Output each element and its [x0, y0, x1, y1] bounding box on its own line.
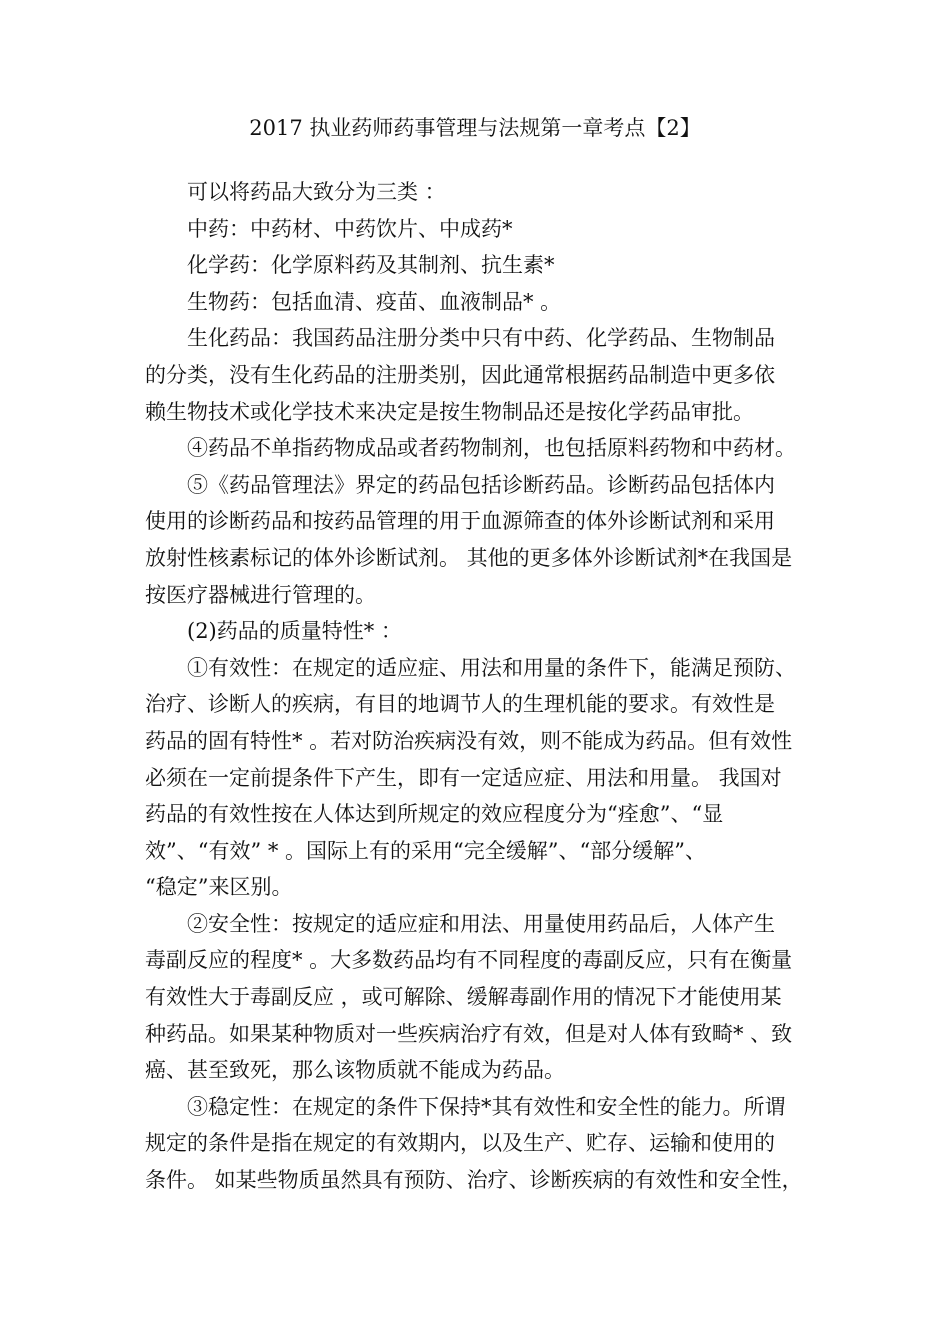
text-line: ②安全性：按规定的适应症和用法、用量使用药品后，人体产生: [187, 911, 775, 936]
text-line: 种药品。如果某种物质对一些疾病治疗有效，但是对人体有致畸* 、致: [145, 1021, 793, 1046]
text-line: 赖生物技术或化学技术来决定是按生物制品还是按化学药品审批。: [145, 399, 754, 424]
text-line: ①有效性：在规定的适应症、用法和用量的条件下，能满足预防、: [187, 655, 796, 680]
text-line: 效”、“有效” * 。国际上有的采用“完全缓解”、“部分缓解”、: [145, 838, 706, 863]
text-line: 必须在一定前提条件下产生，即有一定适应症、用法和用量。 我国对: [145, 765, 782, 790]
text-line: 使用的诊断药品和按药品管理的用于血源筛查的体外诊断试剂和采用: [145, 509, 775, 534]
text-line: 可以将药品大致分为三类 ：: [187, 180, 446, 204]
text-line: 放射性核素标记的体外诊断试剂。 其他的更多体外诊断试剂*在我国是: [145, 545, 793, 570]
text-line: 生化药品：我国药品注册分类中只有中药、化学药品、生物制品: [187, 326, 775, 351]
text-line: 条件。 如某些物质虽然具有预防、治疗、诊断疾病的有效性和安全性，: [145, 1168, 803, 1193]
text-line: 癌、甚至致死，那么该物质就不能成为药品。: [145, 1058, 565, 1083]
text-line: “稳定”来区别。: [145, 875, 293, 900]
page-title: 2017 执业药师药事管理与法规第一章考点【2】: [249, 116, 701, 140]
text-line: 化学药：化学原料药及其制剂、抗生素*: [187, 253, 555, 278]
text-line: 规定的条件是指在规定的有效期内，以及生产、贮存、运输和使用的: [145, 1131, 775, 1156]
section-heading: (2)药品的质量特性* ：: [187, 619, 402, 644]
text-line: 毒副反应的程度* 。大多数药品均有不同程度的毒副反应，只有在衡量: [145, 948, 793, 973]
text-line: 药品的有效性按在人体达到所规定的效应程度分为“痊愈”、“显: [145, 802, 724, 827]
text-line: 生物药：包括血清、疫苗、血液制品* 。: [187, 289, 562, 314]
text-line: ⑤《药品管理法》界定的药品包括诊断药品。诊断药品包括体内: [187, 472, 775, 497]
text-line: 中药：中药材、中药饮片、中成药*: [187, 216, 513, 241]
text-line: 有效性大于毒副反应 ，或可解除、缓解毒副作用的情况下才能使用某: [145, 985, 782, 1010]
text-line: 药品的固有特性* 。若对防治疾病没有效，则不能成为药品。但有效性: [145, 728, 793, 753]
document-body: [145, 174, 805, 1199]
text-line: ③稳定性：在规定的条件下保持*其有效性和安全性的能力。所谓: [187, 1094, 786, 1119]
text-line: ④药品不单指药物成品或者药物制剂，也包括原料药物和中药材。: [187, 436, 796, 461]
text-line: 按医疗器械进行管理的。: [145, 582, 376, 607]
text-line: 治疗、诊断人的疾病，有目的地调节人的生理机能的要求。有效性是: [145, 692, 775, 717]
text-line: 的分类，没有生化药品的注册类别，因此通常根据药品制造中更多依: [145, 362, 775, 387]
